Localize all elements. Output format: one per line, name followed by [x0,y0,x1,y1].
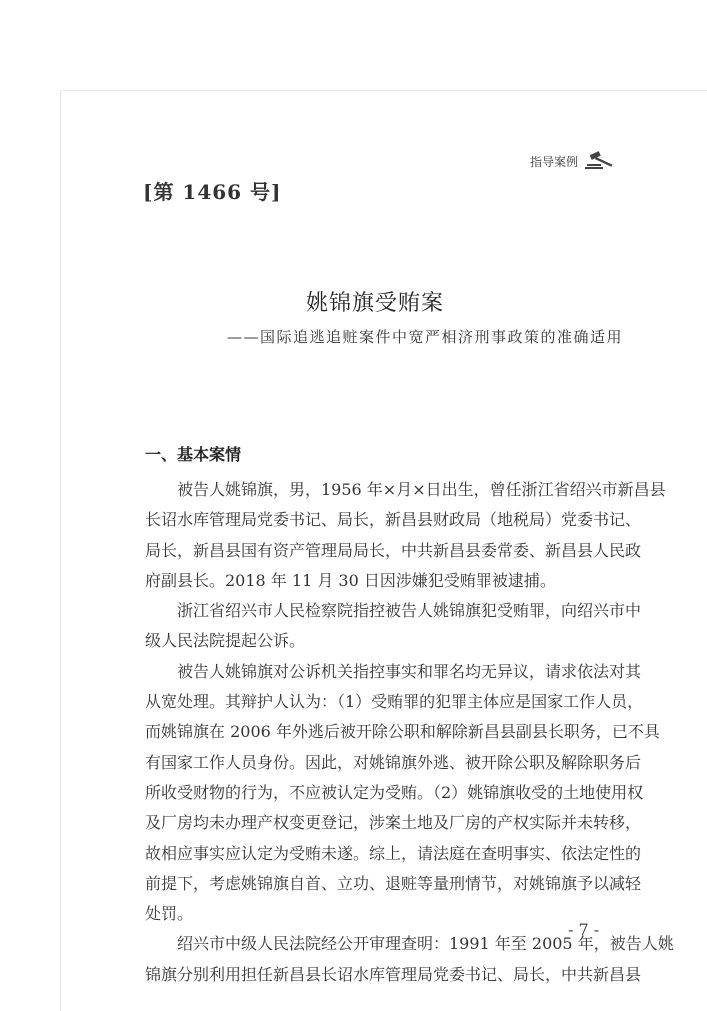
text-line: 从宽处理。其辩护人认为：（1）受贿罪的犯罪主体应是国家工作人员， [145,692,644,712]
paragraph [145,596,642,657]
case-subtitle: ——国际追逃追赃案件中宽严相济刑事政策的准确适用 [227,328,624,346]
paragraph [145,657,660,930]
text-line: 长诏水库管理局党委书记、局长，新昌县财政局（地税局）党委书记、 [145,510,642,530]
text-line: 府副县长。2018 年 11 月 30 日因涉嫌犯受贿罪被逮捕。 [145,570,556,590]
text-line: 局长，新昌县国有资产管理局局长，中共新昌县委常委、新昌县人民政 [145,540,642,560]
text-line: 被告人姚锦旗，男，1956 年×月×日出生，曾任浙江省绍兴市新昌县 [177,480,666,499]
running-header [530,150,618,173]
section-heading: 一、基本案情 [145,445,242,464]
paragraph [145,929,674,990]
text-line: 处罚。 [145,904,194,924]
text-line: 而姚锦旗在 2006 年外逃后被开除公职和解除新昌县副县长职务，已不具 [145,722,660,742]
text-line: 级人民法院提起公诉。 [145,631,306,651]
paragraph [145,475,666,596]
case-title: 姚锦旗受贿案 [305,291,444,316]
gavel-icon [584,150,618,173]
text-line: 故相应事实应认定为受贿未遂。综上，请法庭在查明事实、依法定性的 [145,843,642,863]
header-label: 指导案例 [530,155,579,169]
text-line: 前提下，考虑姚锦旗自首、立功、退赃等量刑情节，对姚锦旗予以减轻 [145,873,642,893]
page-number: - 7 - [568,920,600,939]
case-number: [第 1466 号] [143,180,282,204]
text-line: 浙江省绍兴市人民检察院指控被告人姚锦旗犯受贿罪，向绍兴市中 [177,601,642,621]
text-line: 有国家工作人员身份。因此，对姚锦旗外逃、被开除公职及解除职务后 [145,752,642,772]
text-line: 锦旗分别利用担任新昌县长诏水库管理局党委书记、局长，中共新昌县 [145,964,642,984]
text-line: 所收受财物的行为，不应被认定为受贿。（2）姚锦旗收受的土地使用权 [145,782,644,802]
body-text [145,475,674,990]
text-line: 及厂房均未办理产权变更登记，涉案土地及厂房的产权实际并未转移， [145,813,642,833]
text-line: 绍兴市中级人民法院经公开审理查明：1991 年至 2005 年，被告人姚 [177,934,674,954]
text-line: 被告人姚锦旗对公诉机关指控事实和罪名均无异议，请求依法对其 [177,661,642,681]
